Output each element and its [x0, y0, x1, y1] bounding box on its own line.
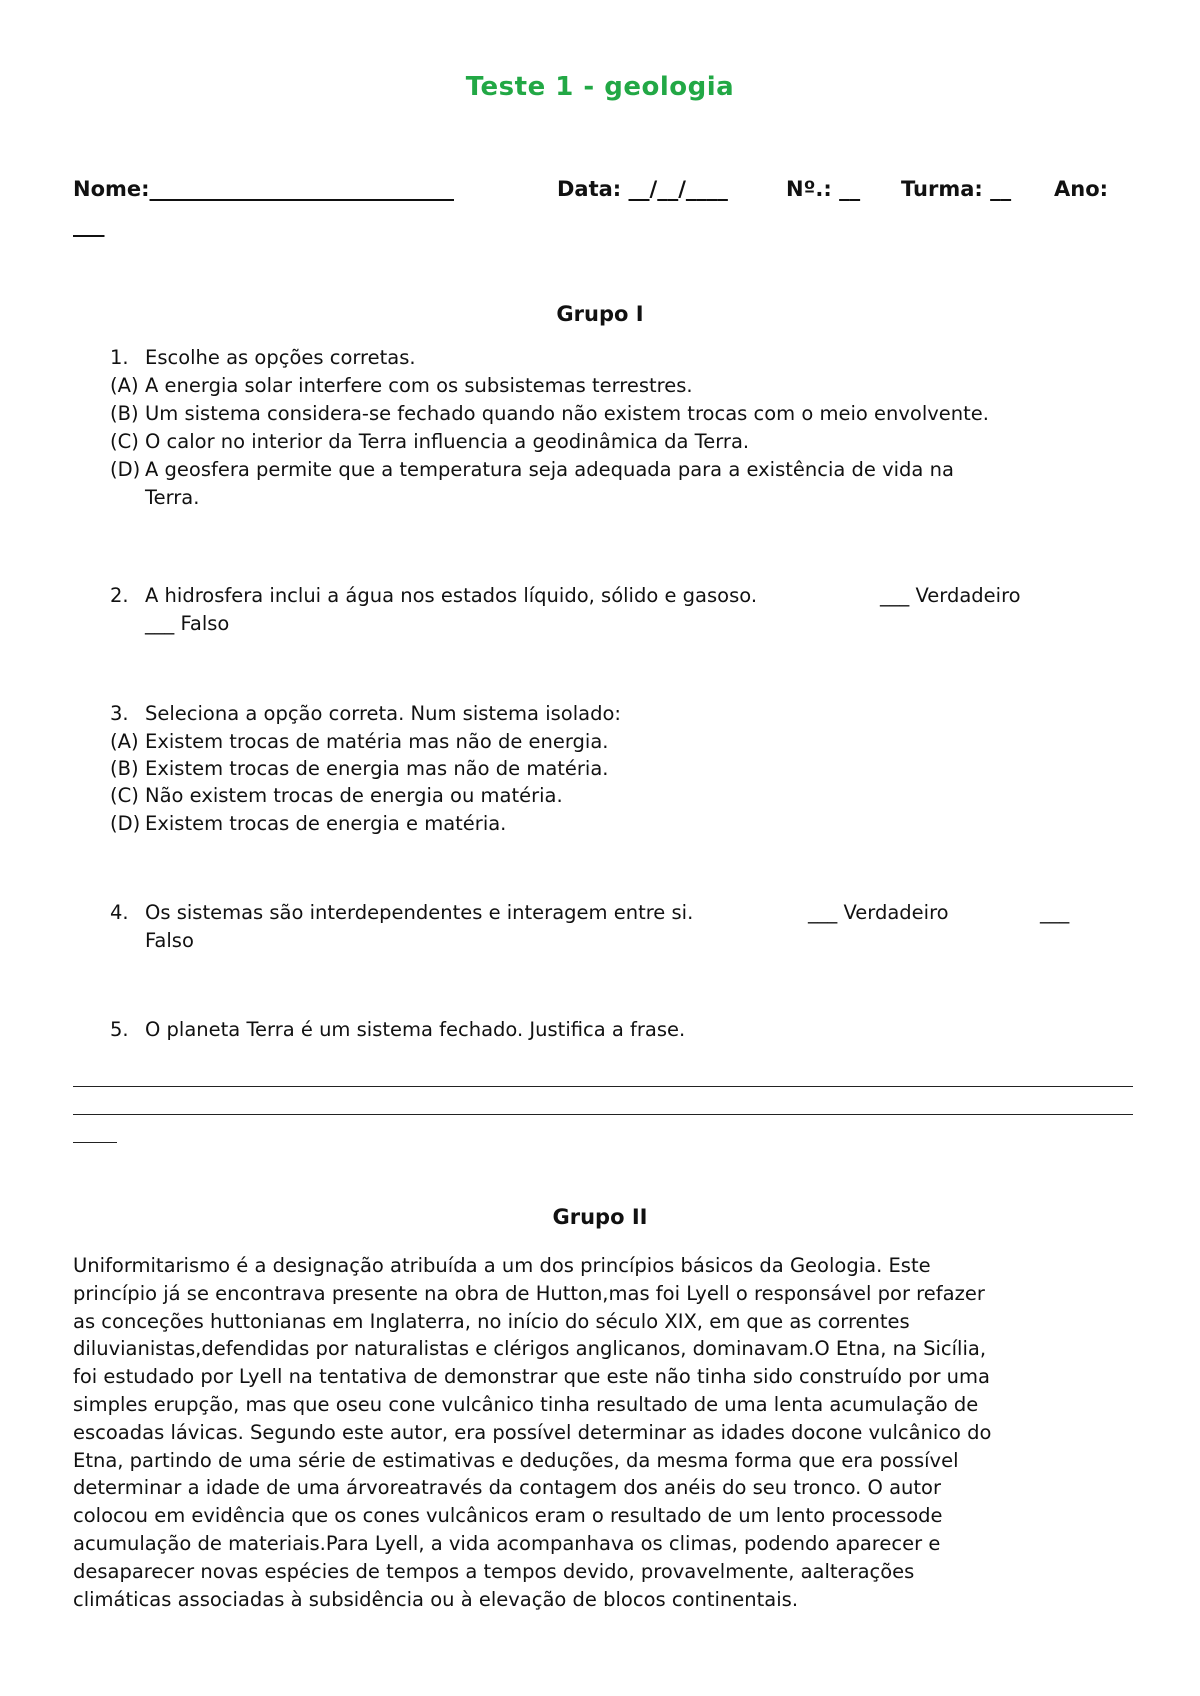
answer-line[interactable]: [73, 1086, 1133, 1087]
option-text: Existem trocas de energia mas não de matéria.: [145, 757, 609, 780]
falso-blank[interactable]: ___: [1040, 901, 1070, 924]
paragraph-line: climáticas associadas à subsidência ou à elevação de blocos continentais.: [73, 1587, 799, 1611]
question-text: Os sistemas são interdependentes e interagem entre si.: [145, 901, 694, 924]
option-text: Terra.: [145, 486, 200, 509]
answer-line[interactable]: [73, 1114, 1133, 1115]
option-text: Um sistema considera-se fechado quando não existem trocas com o meio envolvente.: [145, 402, 989, 425]
paragraph-line: escoadas lávicas. Segundo este autor, era possível determinar as idades docone vulcânico do: [73, 1420, 992, 1444]
question-number: 5.: [110, 1018, 129, 1041]
falso-label: Falso: [145, 929, 194, 952]
option-text: Existem trocas de energia e matéria.: [145, 812, 507, 835]
question-text: A hidrosfera inclui a água nos estados líquido, sólido e gasoso.: [145, 584, 758, 607]
answer-line[interactable]: [73, 1142, 117, 1143]
paragraph-line: princípio já se encontrava presente na obra de Hutton,mas foi Lyell o responsável por refazer: [73, 1281, 985, 1305]
question-text: Seleciona a opção correta. Num sistema isolado:: [145, 702, 621, 725]
question-text: O planeta Terra é um sistema fechado. Justifica a frase.: [145, 1018, 686, 1041]
ano-field[interactable]: ___: [73, 213, 105, 237]
page-title: Teste 1 - geologia: [465, 72, 735, 102]
ano-label: Ano:: [1054, 177, 1109, 201]
data-field[interactable]: Data: __/__/____: [557, 177, 728, 201]
option-text: O calor no interior da Terra influencia a geodinâmica da Terra.: [145, 430, 750, 453]
option-text: A geosfera permite que a temperatura seja adequada para a existência de vida na: [145, 458, 954, 481]
paragraph-line: Uniformitarismo é a designação atribuída a um dos princípios básicos da Geologia. Este: [73, 1254, 931, 1277]
paragraph-line: colocou em evidência que os cones vulcânicos eram o resultado de um lento processode: [73, 1504, 943, 1528]
grupo-2-text: [73, 1252, 1143, 1613]
option-letter: (A): [110, 374, 139, 397]
option-letter: (B): [110, 402, 139, 425]
option-text: A energia solar interfere com os subsistemas terrestres.: [145, 374, 693, 397]
paragraph-line: foi estudado por Lyell na tentativa de demonstrar que este não tinha sido construído por uma: [73, 1365, 990, 1389]
paragraph-line: acumulação de materiais.Para Lyell, a vida acompanhava os climas, podendo aparecer e: [73, 1531, 941, 1555]
paragraph-line: diluvianistas,defendidas por naturalistas e clérigos anglicanos, dominavam.O Etna, na Sicília,: [73, 1337, 987, 1361]
nome-field[interactable]: Nome:_____________________________: [73, 177, 455, 201]
paragraph-line: determinar a idade de uma árvoreatravés da contagem dos anéis do seu tronco. O autor: [73, 1476, 941, 1500]
grupo-1-title: Grupo I: [556, 302, 644, 326]
turma-field[interactable]: Turma: __: [901, 177, 1012, 201]
option-text: Não existem trocas de energia ou matéria.: [145, 784, 563, 807]
question-number: 2.: [110, 584, 129, 607]
verdadeiro-option[interactable]: ___ Verdadeiro: [880, 584, 1021, 607]
question-number: 3.: [110, 702, 129, 725]
paragraph-line: simples erupção, mas que oseu cone vulcânico tinha resultado de uma lenta acumulação de: [73, 1392, 979, 1416]
grupo-2-title: Grupo II: [552, 1205, 648, 1229]
option-text: Existem trocas de matéria mas não de energia.: [145, 730, 609, 753]
question-text: Escolhe as opções corretas.: [145, 346, 416, 369]
option-letter: (D): [110, 812, 141, 835]
verdadeiro-option[interactable]: ___ Verdadeiro: [808, 901, 949, 924]
paragraph-line: Etna, partindo de uma série de estimativas e deduções, da mesma forma que era possível: [73, 1448, 959, 1472]
falso-option[interactable]: ___ Falso: [145, 612, 230, 635]
option-letter: (B): [110, 757, 139, 780]
option-letter: (C): [110, 784, 139, 807]
question-number: 1.: [110, 346, 129, 369]
paragraph-line: desaparecer novas espécies de tempos a tempos devido, provavelmente, aalterações: [73, 1559, 915, 1583]
numero-field[interactable]: Nº.: __: [786, 177, 861, 201]
paragraph-line: as conceções huttonianas em Inglaterra, no início do século XIX, em que as correntes: [73, 1309, 910, 1333]
option-letter: (A): [110, 730, 139, 753]
option-letter: (D): [110, 458, 141, 481]
option-letter: (C): [110, 430, 139, 453]
question-number: 4.: [110, 901, 129, 924]
